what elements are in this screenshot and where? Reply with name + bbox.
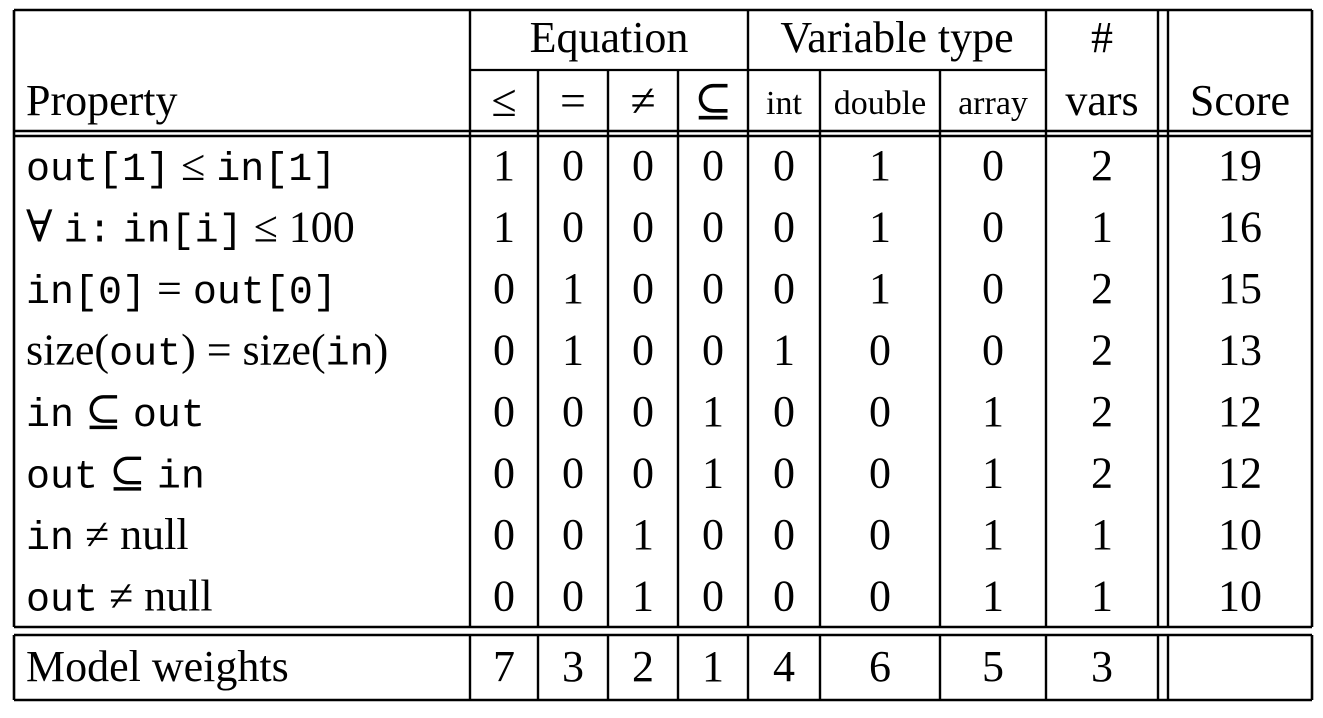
property-text: ≠ null (98, 571, 213, 621)
weight-value: 6 (869, 642, 891, 691)
weight-value: 3 (562, 642, 584, 691)
weight-value: 2 (632, 642, 654, 691)
property-code: out[0] (192, 271, 337, 316)
header-property: Property (26, 76, 178, 125)
weight-value: 7 (493, 642, 515, 691)
value-cell: 0 (702, 325, 724, 375)
property-code: in[1] (216, 148, 337, 193)
value-cell: 2 (1091, 141, 1113, 190)
value-cell: 0 (702, 264, 724, 313)
value-cell: 1 (562, 264, 584, 313)
value-cell: 0 (493, 325, 515, 375)
header-col-2: ≠ (630, 75, 656, 126)
value-cell: 1 (869, 264, 891, 313)
header-num-vars-bottom: vars (1065, 76, 1139, 125)
value-cell: 0 (702, 571, 724, 621)
value-cell: 0 (702, 202, 724, 252)
property-text: = (146, 264, 193, 313)
property-text: ≠ null (74, 510, 189, 559)
value-cell: 0 (632, 325, 654, 375)
value-cell: 0 (562, 510, 584, 559)
value-cell: 0 (773, 264, 795, 313)
value-cell: 0 (982, 202, 1004, 252)
value-cell: 2 (1091, 387, 1113, 436)
value-cell: 1 (632, 571, 654, 621)
weight-value: 3 (1091, 642, 1113, 691)
property-text: ≤ 100 (242, 202, 355, 252)
value-cell: 0 (869, 325, 891, 375)
property-code: out (26, 578, 99, 624)
property-code: in (325, 332, 374, 378)
value-cell: 1 (982, 571, 1004, 621)
value-cell: 2 (1091, 264, 1113, 313)
value-cell: 0 (869, 448, 891, 498)
value-cell: 1 (562, 325, 584, 375)
header-score: Score (1189, 76, 1291, 125)
value-cell: 0 (982, 141, 1004, 190)
property-cell (26, 326, 388, 378)
property-text: ) = size( (181, 325, 326, 375)
header-num-vars-top: # (1091, 13, 1113, 62)
weights-label: Model weights (26, 642, 289, 691)
value-cell: 0 (982, 325, 1004, 375)
header-col-1: = (560, 75, 586, 126)
value-cell: 0 (773, 448, 795, 498)
property-text: ∀ (26, 202, 64, 252)
value-cell: 0 (702, 510, 724, 559)
property-text: size( (26, 325, 110, 375)
value-cell: 0 (562, 202, 584, 252)
value-cell: 0 (562, 387, 584, 436)
property-cell (26, 572, 213, 624)
score-cell: 10 (1218, 571, 1262, 621)
value-cell: 1 (1091, 202, 1113, 252)
value-cell: 1 (982, 510, 1004, 559)
property-cell (26, 510, 189, 562)
property-text (112, 203, 123, 252)
property-cell (26, 203, 355, 255)
property-cell (26, 141, 336, 193)
property-cell (26, 387, 205, 439)
property-code: in (26, 394, 75, 439)
value-cell: 0 (493, 387, 515, 436)
property-cell (26, 449, 205, 501)
value-cell: 0 (493, 571, 515, 621)
value-cell: 0 (632, 264, 654, 313)
value-cell: 0 (632, 202, 654, 252)
value-cell: 0 (632, 448, 654, 498)
value-cell: 1 (982, 448, 1004, 498)
value-cell: 1 (982, 387, 1004, 436)
score-cell: 13 (1218, 325, 1262, 375)
value-cell: 1 (869, 202, 891, 252)
value-cell: 0 (493, 264, 515, 313)
value-cell: 0 (702, 141, 724, 190)
value-cell: 0 (493, 510, 515, 559)
value-cell: 0 (982, 264, 1004, 313)
score-cell: 10 (1218, 510, 1262, 559)
value-cell: 0 (562, 448, 584, 498)
value-cell: 0 (869, 510, 891, 559)
header-col-0: ≤ (491, 75, 517, 126)
property-code: in[0] (26, 271, 147, 316)
value-cell: 0 (773, 387, 795, 436)
header-col-5: double (833, 85, 927, 122)
score-cell: 19 (1218, 141, 1262, 190)
value-cell: 0 (632, 141, 654, 190)
property-code: out (109, 332, 182, 378)
value-cell: 0 (562, 141, 584, 190)
property-text: ⊆ (98, 448, 157, 498)
value-cell: 2 (1091, 448, 1113, 498)
score-cell: 12 (1218, 387, 1262, 436)
value-cell: 0 (493, 448, 515, 498)
weight-value: 1 (702, 642, 724, 691)
property-code: in[i] (122, 209, 243, 255)
value-cell: 0 (869, 571, 891, 621)
header-col-4: int (766, 85, 802, 122)
header-equation: Equation (529, 13, 689, 62)
property-code: out (26, 455, 99, 501)
property-text: ) (373, 325, 389, 375)
value-cell: 1 (493, 141, 515, 190)
value-cell: 1 (773, 325, 795, 375)
property-code: out[1] (26, 148, 171, 193)
header-col-3: ⊆ (693, 75, 733, 126)
header-col-6: array (958, 85, 1028, 122)
value-cell: 1 (869, 141, 891, 190)
score-cell: 15 (1218, 264, 1262, 313)
weight-value: 5 (982, 642, 1004, 691)
value-cell: 1 (702, 448, 724, 498)
weight-value: 4 (773, 642, 795, 691)
value-cell: 2 (1091, 325, 1113, 375)
value-cell: 0 (632, 387, 654, 436)
score-cell: 16 (1218, 202, 1262, 252)
property-code: out (132, 394, 205, 439)
property-text: ≤ (170, 141, 217, 190)
value-cell: 1 (1091, 571, 1113, 621)
value-cell: 0 (562, 571, 584, 621)
value-cell: 0 (869, 387, 891, 436)
value-cell: 1 (493, 202, 515, 252)
property-text: ⊆ (74, 387, 133, 436)
property-code: i: (63, 209, 112, 255)
score-cell: 12 (1218, 448, 1262, 498)
value-cell: 0 (773, 202, 795, 252)
value-cell: 0 (773, 510, 795, 559)
property-code: in (156, 455, 205, 501)
property-code: in (26, 517, 75, 562)
value-cell: 1 (632, 510, 654, 559)
value-cell: 1 (702, 387, 724, 436)
property-cell (26, 264, 337, 316)
value-cell: 0 (773, 571, 795, 621)
value-cell: 1 (1091, 510, 1113, 559)
header-variable-type: Variable type (780, 13, 1014, 62)
value-cell: 0 (773, 141, 795, 190)
